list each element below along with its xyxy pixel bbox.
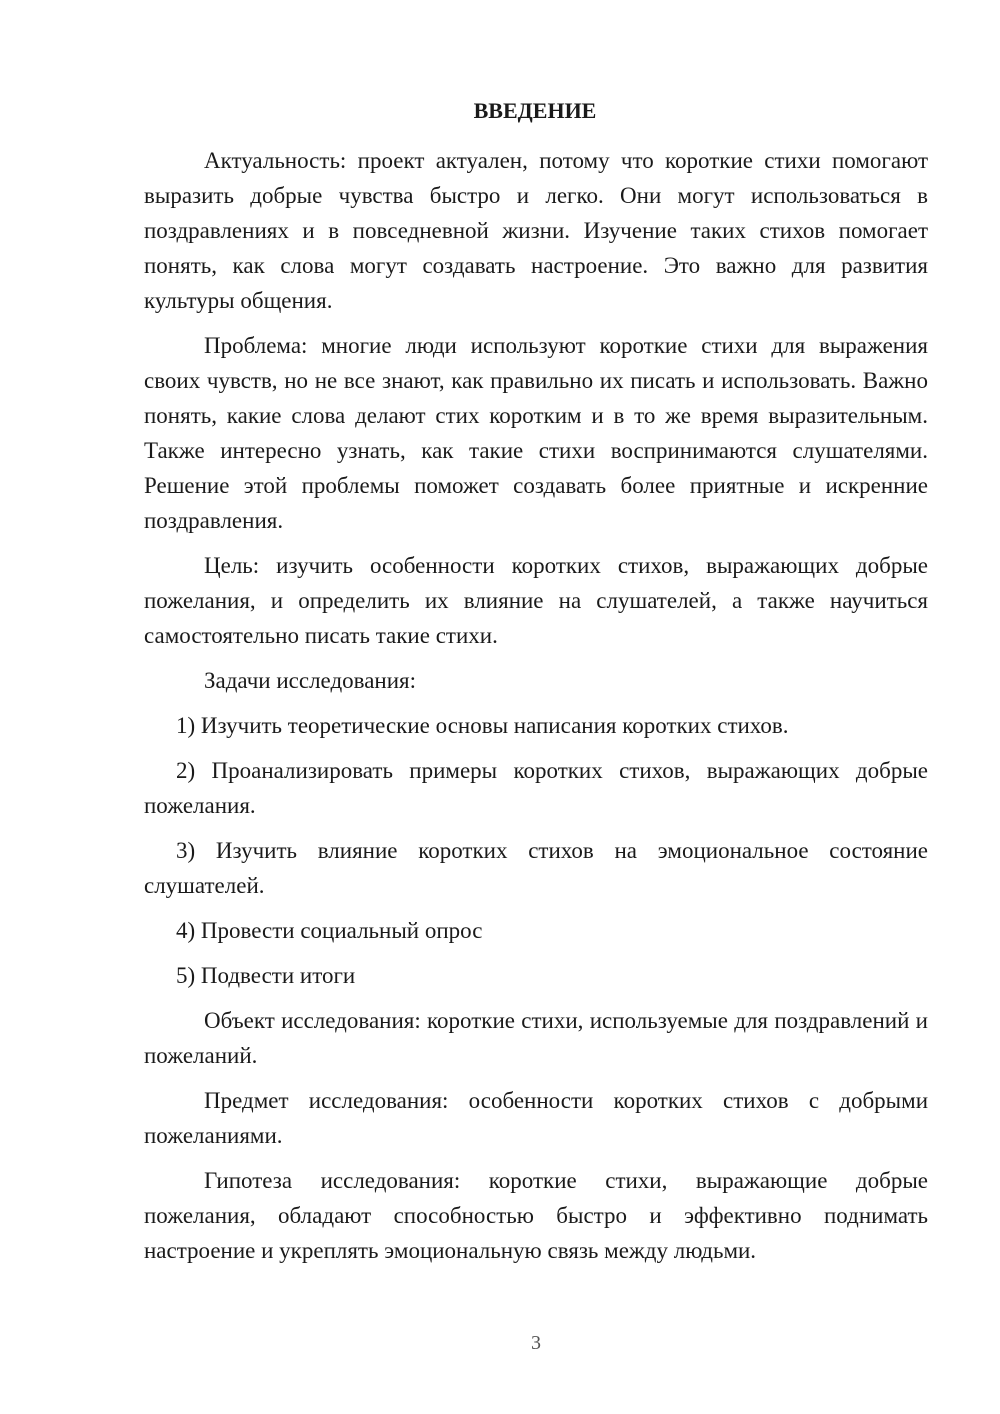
paragraph-relevance: Актуальность: проект актуален, потому что короткие стихи помогают выразить добрые чувства быстро и легко. Они могут использоваться в поздравлениях и в повседневной жизни. Изучение таких стихов помогает понять, как слова могут создавать настроение. Это важно для развития культуры общения. (144, 148, 928, 313)
paragraph-subject: Предмет исследования: особенности коротких стихов с добрыми пожеланиями. (144, 1088, 928, 1148)
page-number: 3 (531, 1332, 541, 1354)
task-item-3: 3) Изучить влияние коротких стихов на эмоциональное состояние слушателей. (144, 838, 928, 898)
document-body (144, 143, 928, 1278)
paragraph-tasks-heading: Задачи исследования: (204, 668, 417, 693)
task-item-1: 1) Изучить теоретические основы написания коротких стихов. (176, 713, 789, 738)
page-title: ВВЕДЕНИЕ (473, 98, 597, 123)
paragraph-hypothesis: Гипотеза исследования: короткие стихи, выражающие добрые пожелания, обладают способностью быстро и эффективно поднимать настроение и укреплять эмоциональную связь между людьми. (144, 1168, 928, 1263)
task-item-2: 2) Проанализировать примеры коротких стихов, выражающих добрые пожелания. (144, 758, 928, 818)
paragraph-problem: Проблема: многие люди используют короткие стихи для выражения своих чувств, но не все знают, как правильно их писать и использовать. Важно понять, какие слова делают стих коротким и в то же время выразительным. Также интересно узнать, как такие стихи воспринимаются слушателями. Решение этой проблемы поможет создавать более приятные и искренние поздравления. (144, 333, 928, 533)
paragraph-object: Объект исследования: короткие стихи, используемые для поздравлений и пожеланий. (144, 1008, 928, 1068)
task-item-5: 5) Подвести итоги (176, 963, 356, 988)
task-item-4: 4) Провести социальный опрос (176, 918, 483, 943)
paragraph-goal: Цель: изучить особенности коротких стихов, выражающих добрые пожелания, и определить их влияние на слушателей, а также научиться самостоятельно писать такие стихи. (144, 553, 928, 648)
